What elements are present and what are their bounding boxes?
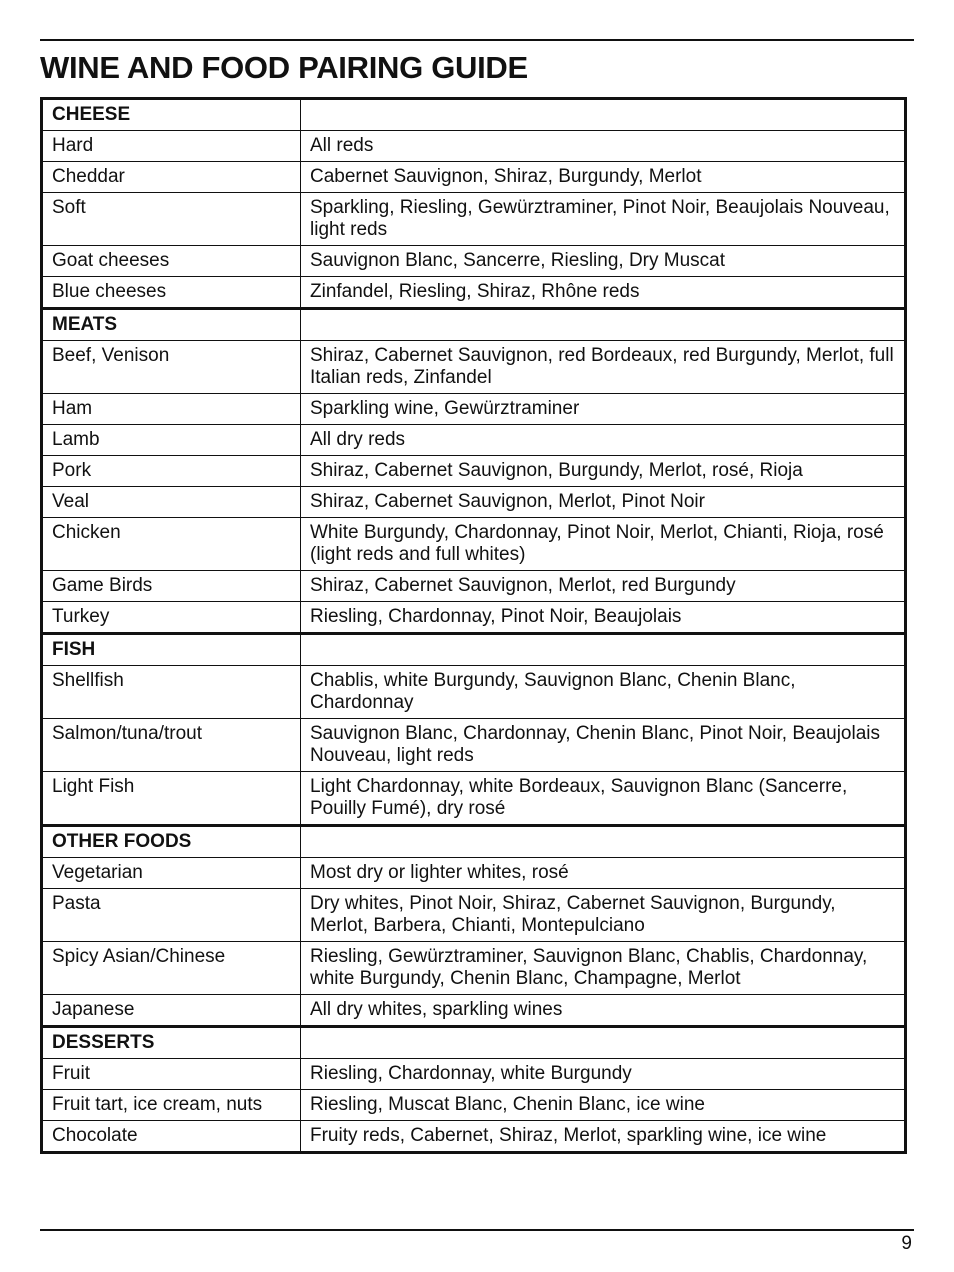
wine-cell: Shiraz, Cabernet Sauvignon, Burgundy, Merlot, rosé, Rioja: [301, 456, 906, 487]
category-row: [42, 309, 906, 341]
category-label: MEATS: [42, 309, 301, 341]
wine-cell: Sparkling, Riesling, Gewürztraminer, Pinot Noir, Beaujolais Nouveau, light reds: [301, 193, 906, 246]
category-label: OTHER FOODS: [42, 826, 301, 858]
food-cell: Goat cheeses: [42, 246, 301, 277]
food-cell: Lamb: [42, 425, 301, 456]
category-empty-cell: [301, 1027, 906, 1059]
food-cell: Spicy Asian/Chinese: [42, 942, 301, 995]
category-empty-cell: [301, 99, 906, 131]
food-cell: Light Fish: [42, 772, 301, 826]
food-cell: Pasta: [42, 889, 301, 942]
wine-cell: Shiraz, Cabernet Sauvignon, Merlot, red Burgundy: [301, 571, 906, 602]
wine-cell: Cabernet Sauvignon, Shiraz, Burgundy, Merlot: [301, 162, 906, 193]
table-row: [42, 394, 906, 425]
wine-cell: Riesling, Chardonnay, white Burgundy: [301, 1059, 906, 1090]
table-row: [42, 456, 906, 487]
table-row: [42, 487, 906, 518]
table-row: [42, 942, 906, 995]
category-row: [42, 634, 906, 666]
food-cell: Blue cheeses: [42, 277, 301, 309]
wine-cell: Dry whites, Pinot Noir, Shiraz, Cabernet Sauvignon, Burgundy, Merlot, Barbera, Chianti, Montepulciano: [301, 889, 906, 942]
food-cell: Ham: [42, 394, 301, 425]
food-cell: Veal: [42, 487, 301, 518]
category-empty-cell: [301, 634, 906, 666]
wine-cell: Sauvignon Blanc, Chardonnay, Chenin Blanc, Pinot Noir, Beaujolais Nouveau, light reds: [301, 719, 906, 772]
table-row: [42, 1121, 906, 1153]
table-row: [42, 889, 906, 942]
wine-cell: Shiraz, Cabernet Sauvignon, red Bordeaux, red Burgundy, Merlot, full Italian reds, Zinfandel: [301, 341, 906, 394]
table-row: [42, 1059, 906, 1090]
table-row: [42, 277, 906, 309]
food-cell: Vegetarian: [42, 858, 301, 889]
wine-cell: All dry whites, sparkling wines: [301, 995, 906, 1027]
food-cell: Hard: [42, 131, 301, 162]
category-empty-cell: [301, 309, 906, 341]
food-cell: Japanese: [42, 995, 301, 1027]
wine-cell: All dry reds: [301, 425, 906, 456]
wine-cell: Light Chardonnay, white Bordeaux, Sauvignon Blanc (Sancerre, Pouilly Fumé), dry rosé: [301, 772, 906, 826]
wine-cell: Riesling, Chardonnay, Pinot Noir, Beaujolais: [301, 602, 906, 634]
table-row: [42, 719, 906, 772]
food-cell: Beef, Venison: [42, 341, 301, 394]
wine-cell: Fruity reds, Cabernet, Shiraz, Merlot, sparkling wine, ice wine: [301, 1121, 906, 1153]
category-empty-cell: [301, 826, 906, 858]
pairing-table-body: [42, 99, 906, 1153]
table-row: [42, 341, 906, 394]
table-row: [42, 193, 906, 246]
wine-cell: Zinfandel, Riesling, Shiraz, Rhône reds: [301, 277, 906, 309]
table-row: [42, 772, 906, 826]
wine-cell: Sauvignon Blanc, Sancerre, Riesling, Dry Muscat: [301, 246, 906, 277]
wine-cell: Chablis, white Burgundy, Sauvignon Blanc, Chenin Blanc, Chardonnay: [301, 666, 906, 719]
category-row: [42, 99, 906, 131]
food-cell: Fruit: [42, 1059, 301, 1090]
wine-cell: All reds: [301, 131, 906, 162]
category-row: [42, 1027, 906, 1059]
table-row: [42, 162, 906, 193]
table-row: [42, 858, 906, 889]
food-cell: Salmon/tuna/trout: [42, 719, 301, 772]
food-cell: Fruit tart, ice cream, nuts: [42, 1090, 301, 1121]
table-row: [42, 602, 906, 634]
category-label: DESSERTS: [42, 1027, 301, 1059]
bottom-rule: [40, 1229, 914, 1231]
food-cell: Game Birds: [42, 571, 301, 602]
table-row: [42, 131, 906, 162]
wine-cell: Most dry or lighter whites, rosé: [301, 858, 906, 889]
wine-cell: Shiraz, Cabernet Sauvignon, Merlot, Pinot Noir: [301, 487, 906, 518]
table-row: [42, 571, 906, 602]
food-cell: Chicken: [42, 518, 301, 571]
wine-cell: Riesling, Gewürztraminer, Sauvignon Blanc, Chablis, Chardonnay, white Burgundy, Chenin Blanc, Champagne, Merlot: [301, 942, 906, 995]
food-cell: Shellfish: [42, 666, 301, 719]
wine-cell: Sparkling wine, Gewürztraminer: [301, 394, 906, 425]
wine-cell: White Burgundy, Chardonnay, Pinot Noir, Merlot, Chianti, Rioja, rosé (light reds and full whites): [301, 518, 906, 571]
table-row: [42, 1090, 906, 1121]
category-label: CHEESE: [42, 99, 301, 131]
table-row: [42, 666, 906, 719]
food-cell: Turkey: [42, 602, 301, 634]
food-cell: Pork: [42, 456, 301, 487]
table-row: [42, 425, 906, 456]
food-cell: Soft: [42, 193, 301, 246]
page-title: WINE AND FOOD PAIRING GUIDE: [40, 50, 528, 85]
food-cell: Chocolate: [42, 1121, 301, 1153]
table-row: [42, 518, 906, 571]
food-cell: Cheddar: [42, 162, 301, 193]
pairing-table: [40, 97, 907, 1154]
top-rule: [40, 39, 914, 41]
wine-cell: Riesling, Muscat Blanc, Chenin Blanc, ice wine: [301, 1090, 906, 1121]
category-label: FISH: [42, 634, 301, 666]
page-number: 9: [901, 1233, 912, 1254]
table-row: [42, 995, 906, 1027]
category-row: [42, 826, 906, 858]
table-row: [42, 246, 906, 277]
